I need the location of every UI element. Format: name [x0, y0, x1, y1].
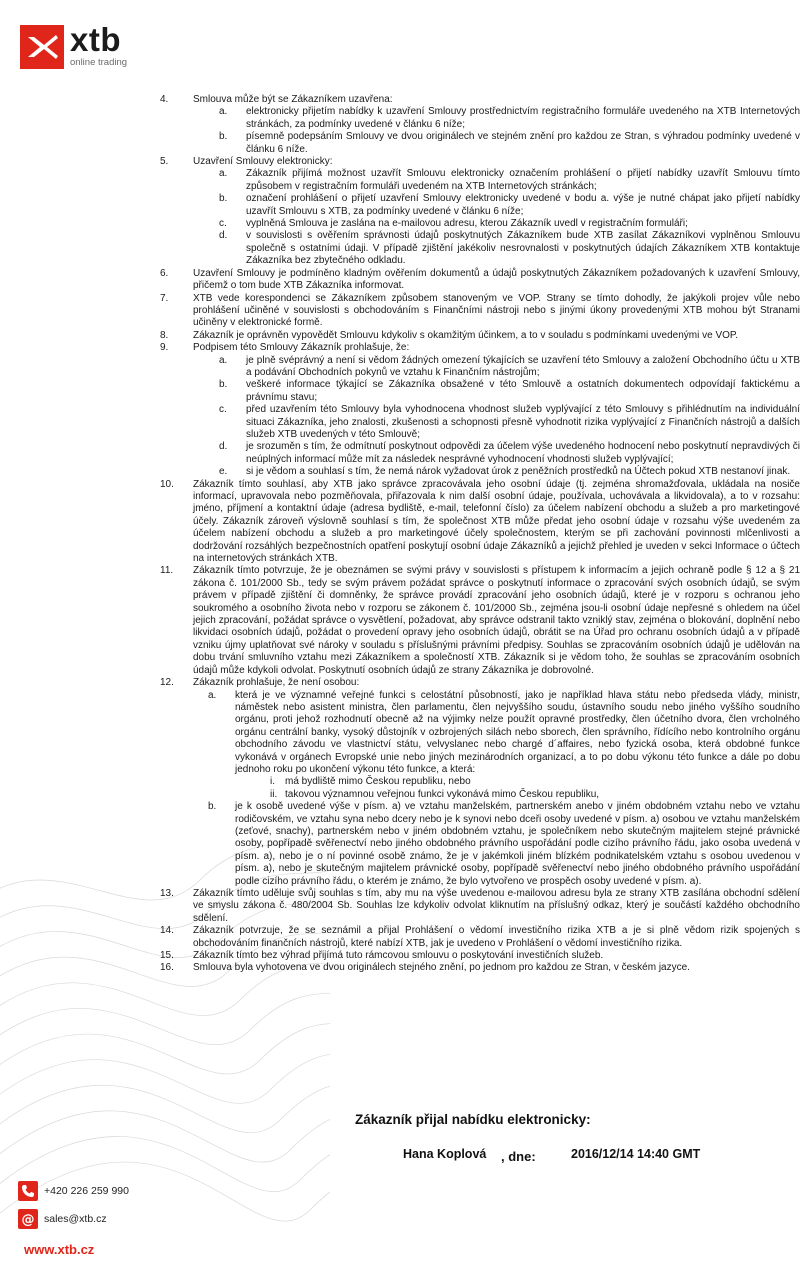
subclause-letter: a.: [219, 168, 228, 180]
subclause-text: je plně svéprávný a není si vědom žádných omezení týkajících se uzavření této Smlouvy a založení Obchodního účtu u XTB a podávání Obchodních pokynů ve vztahu k Finančním nástrojům;: [246, 354, 800, 378]
clause-text: Zákazník tímto souhlasí, aby XTB jako správce zpracovávala jeho osobní údaje (tj. zejména shromažďovala, ukládala na nosiče informací, upravovala nebo pozměňovala, přiřazovala k nim další osobní údaje, používala, uchovávala a likvidovala), a to v rozsahu: jméno, příjmení a kontaktní údaje (adresa bydliště, e-mail, telefonní číslo) za účelem nabízení obchodu a služeb a pro marketingové účely. Zákazník zároveň výslovně souhlasí s tím, že společnost XTB může předat jeho osobní údaje v rozsahu výše uvedeném za účelem nabízení obchodu a služeb a pro marketingové účely společnostem, kterým se při zachování povinnosti mlčenlivosti a dodržování rozsáhlých bezpečnostních opatření poskytují osobní údaje Zákazníků a jejichž přehled je uveden v sekci Informace o účtech na internetových stránkách XTB.: [193, 478, 800, 565]
subclause-text: označení prohlášení o přijetí uzavření Smlouvy elektronicky uvedené v bodu a. výše je nutné chápat jako přijetí nabídky uzavřít Smlouvu s XTB, za podmínky uvedené v článku 6 níže;: [246, 193, 800, 217]
brand-tagline: online trading: [70, 57, 128, 68]
clause-item: [160, 565, 800, 677]
email-link[interactable]: sales@xtb.cz: [44, 1213, 107, 1225]
roman-label: i.: [270, 776, 275, 788]
subclause-text: veškeré informace týkající se Zákazníka obsažené v této Smlouvě a ostatních dokumentech odpovídají faktickému a právnímu stavu;: [246, 379, 800, 403]
clause-text: Zákazník je oprávněn vypovědět Smlouvu kdykoliv s okamžitým účinkem, a to v souladu s podmínkami uvedenými ve VOP.: [193, 329, 739, 341]
clause-text: Zákazník prohlašuje, že není osobou:: [193, 677, 360, 689]
clause-item: [160, 156, 800, 268]
roman-label: ii.: [270, 788, 278, 800]
subclause-letter: c.: [219, 404, 227, 416]
date-label: , dne:: [501, 1149, 536, 1164]
subclause-letter: a.: [208, 689, 217, 701]
subclause-text: v souvislosti s ověřením správnosti údajů poskytnutých Zákazníkem bude XTB zasílat Zákazníkovi vyplněnou Smlouvu společně s ostatními údaji. V případě zjištění jakékoliv nesrovnalosti v poskytnutých údajích Zákazníkem XTB kontaktuje Zákazníka bez zbytečného odkladu.: [246, 230, 800, 267]
subclause-item: [160, 230, 800, 267]
website-link[interactable]: www.xtb.cz: [24, 1242, 95, 1257]
subclause-letter: d.: [219, 230, 228, 242]
clause-item: [160, 268, 800, 293]
at-sign-icon: [18, 1209, 38, 1229]
clause-number: 13.: [160, 888, 174, 899]
subclause-item: [160, 168, 800, 193]
svg-text:@: @: [21, 1212, 35, 1228]
subclause-item: [160, 218, 800, 230]
clause-item: [160, 479, 800, 566]
clause-item: [160, 677, 800, 888]
clause-text: Uzavření Smlouvy je podmíněno kladným ověřením dokumentů a údajů poskytnutých Zákazníkem požadovaných k uzavření Smlouvy, přičemž o tom bude XTB Zákazníka informovat.: [193, 267, 800, 292]
clause-text: XTB vede korespondenci se Zákazníkem způsobem stanoveným ve VOP. Strany se tímto dohodly, že jakýkoli projev vůle nebo prohlášení učiněné v souvislosti s obchodováním s Finančními nástroji nebo s jinými úkony provedenými XTB mohou být Stranami učiněny v elektronické formě.: [193, 292, 800, 329]
clause-item: [160, 950, 800, 962]
clause-text: Podpisem této Smlouvy Zákazník prohlašuje, že:: [193, 342, 410, 354]
xtb-logo: [20, 21, 140, 69]
clause-item: [160, 94, 800, 156]
subclause-text: písemně podepsáním Smlouvy ve dvou originálech ve stejném znění pro každou ze Stran, s výhradou podmínky uvedené v článku 6 níže.: [246, 131, 800, 155]
subclause-item: [160, 690, 800, 802]
clause-number: 10.: [160, 478, 174, 490]
clause-text: Smlouva byla vyhotovena ve dvou originálech stejného znění, po jednom pro každou ze Stran, v českém jazyce.: [193, 962, 690, 974]
subclause-text: elektronicky přijetím nabídky k uzavření Smlouvy prostřednictvím registračního formuláře uvedeného na XTB Internetových stránkách, za podmínky uvedené v článku 6 níže;: [246, 106, 800, 130]
subclause-item: [160, 106, 800, 131]
clause-number: 9.: [160, 342, 169, 354]
clause-number: 6.: [160, 267, 169, 279]
clause-number: 8.: [160, 329, 169, 341]
contract-clauses: [160, 94, 800, 975]
subclause-text: Zákazník přijímá možnost uzavřít Smlouvu elektronicky označením prohlášení o přijetí nabídky uzavřít Smlouvu tímto způsobem v registračním formuláři uvedeném na XTB Internetových stránkách;: [246, 168, 800, 192]
subclause-letter: a.: [219, 106, 228, 118]
subclause-item: [160, 801, 800, 888]
clause-text: Zákazník tímto bez výhrad přijímá tuto rámcovou smlouvu o poskytování investičních služeb.: [193, 950, 604, 962]
clause-item: [160, 342, 800, 478]
subclause-letter: b.: [219, 193, 228, 205]
roman-subclause: [235, 776, 800, 788]
clause-number: 15.: [160, 950, 174, 962]
phone-icon: [18, 1181, 38, 1201]
clause-text: Uzavření Smlouvy elektronicky:: [193, 156, 333, 168]
subclause-text: je srozuměn s tím, že odmítnutí poskytnout odpovědi za účelem výše uvedeného hodnocení nebo poskytnutí nepravdivých či neúplných informací může mít za následek nesprávné vyhodnocení vhodnosti služeb vyplývající;: [246, 441, 800, 465]
clause-number: 5.: [160, 156, 169, 168]
clause-item: [160, 293, 800, 330]
subclause-letter: d.: [219, 441, 228, 453]
roman-text: má bydliště mimo Českou republiku, nebo: [285, 776, 471, 788]
subclause-letter: c.: [219, 218, 227, 230]
roman-text: takovou významnou veřejnou funkci vykonává mimo Českou republiku,: [285, 788, 600, 800]
subclause-text: před uzavřením této Smlouvy byla vyhodnocena vhodnost služeb vyplývající z této Smlouvy s přihlédnutím na individuální situaci Zákazníka, jeho znalosti, zkušenosti a schopnosti přesně vyhodnotit rizika vyplývající z Finančních nástrojů a dalších služeb XTB uvedených v této Smlouvě;: [246, 404, 800, 440]
clause-number: 11.: [160, 565, 174, 577]
brand-name: xtb: [70, 21, 121, 58]
subclause-item: [160, 379, 800, 404]
subclause-item: [160, 466, 800, 478]
clause-item: [160, 330, 800, 342]
subclause-item: [160, 193, 800, 218]
clause-number: 4.: [160, 94, 169, 105]
clause-item: [160, 888, 800, 925]
subclause-text: vyplněná Smlouva je zaslána na e-mailovou adresu, kterou Zákazník uvedl v registračním formuláři;: [246, 218, 688, 230]
subclause-item: [160, 355, 800, 380]
subclause-letter: b.: [219, 379, 228, 391]
clause-number: 7.: [160, 292, 169, 304]
roman-subclause: [235, 789, 800, 801]
customer-name: Hana Koplová: [403, 1147, 487, 1161]
clause-text: Zákazník tímto uděluje svůj souhlas s tím, aby mu na výše uvedenou e-mailovou adresu byla ze strany XTB zasílána obchodní sdělení ve smyslu zákona č. 480/2004 Sb. Souhlas lze kdykoliv odvolat kliknutím na příslušný odkaz, který je součástí každého obchodního sdělení.: [193, 888, 800, 924]
xtb-logo-mark-icon: [20, 25, 64, 69]
clause-item: [160, 925, 800, 950]
subclause-letter: e.: [219, 466, 228, 478]
clause-text: Zákazník potvrzuje, že se seznámil a přijal Prohlášení o vědomí investičního rizika XTB a je si plně vědom rizik spojených s obchodováním finančních nástrojů, které nabízí XTB, jak je uvedeno v Prohlášení o vědomí investičního rizika.: [193, 925, 800, 949]
clause-text: Zákazník tímto potvrzuje, že je obeznámen se svými právy v souvislosti s přístupem k informacím a jejich ochraně podle § 12 a § 21 zákona č. 101/2000 Sb., tedy se svým právem požádat správce o poskytnutí informace o zpracování svých osobních údajů, se svým právem v případě zjištění či domněnky, že správce provádí zpracování jeho osobních údajů, které je v rozporu s ochranou jeho soukromého a osobního života nebo v rozporu se zákonem č. 101/2000 Sb., zejména jsou-li osobní údaje nepřesné s ohledem na účel jejich zpracování, požádat správce o vysvětlení, požadovat, aby správce odstranil takto vzniklý stav, zejména o blokování, doplnění nebo likvidaci osobních údajů, požádat o provedení opravy jeho osobních údajů, obrátit se na Úřad pro ochranu osobních údajů a v případě vzniku újmy uplatňovat své nároky v souladu s příslušnými právními předpisy. Souhlas se zpracováním osobních údajů je udělován na dobu trvání smluvního vztahu mezi Zákazníkem a společností XTB. Zákazník si je vědom toho, že souhlas se zpracováním osobních údajů může kdykoli odvolat. Poskytnutí osobních údajů ze strany Zákazníka je dobrovolné.: [193, 565, 800, 676]
clause-text: Smlouva může být se Zákazníkem uzavřena:: [193, 94, 393, 105]
subclause-item: [160, 131, 800, 156]
subclause-text: je k osobě uvedené výše v písm. a) ve vztahu manželském, partnerském anebo v jiném obdobném vztahu nebo ve vztahu rodičovském, ve vztahu syna nebo dcery nebo je k synovi nebo dceři osoby uvedené v písm. a) osobou ve vztahu manželském (zeťové, snachy), partnerském nebo v jiném obdobném vztahu, je společníkem nebo skutečným majitelem stejné právnické osoby, popřípadě svěřenectví nebo jiného obdobného právního uspořádání podle cizího právního řádu, jako osoba uvedená v písm. a), nebo je o ní povinné osobě známo, že je v jakémkoli jiném blízkém podnikatelském vztahu s osobou uvedenou v písm. a), nebo je skutečným majitelem právnické osoby, popřípadě svěřenectví nebo jiného obdobného právního uspořádání podle cizího právního řádu, o kterém je známo, že bylo vytvořeno ve prospěch osoby uvedené v písm. a).: [235, 801, 800, 887]
clause-number: 12.: [160, 677, 174, 689]
phone-number[interactable]: +420 226 259 990: [44, 1185, 129, 1197]
subclause-text: si je vědom a souhlasí s tím, že nemá nárok vyžadovat úrok z peněžních prostředků na Účtech pokud XTB nestanoví jinak.: [246, 466, 791, 478]
signature-heading: Zákazník přijal nabídku elektronicky:: [355, 1112, 591, 1127]
subclause-item: [160, 441, 800, 466]
subclause-letter: b.: [208, 801, 217, 813]
clause-number: 14.: [160, 925, 174, 937]
clause-number: 16.: [160, 962, 174, 974]
subclause-item: [160, 404, 800, 441]
acceptance-datetime: 2016/12/14 14:40 GMT: [571, 1147, 701, 1161]
subclause-letter: a.: [219, 354, 228, 366]
subclause-text: která je ve významné veřejné funkci s celostátní působností, jako je například hlava státu nebo předseda vlády, ministr, náměstek nebo asistent ministra, člen parlamentu, člen nejvyššího soudu, ústavního soudu nebo jiného vyššího soudního orgánu, proti jehož rozhodnutí obecně až na výjimky nelze použít opravné prostředky, člen účetního dvora, člen vrcholného orgánu centrální banky, vysoký důstojník v ozbrojených silách nebo sborech, člen správního, řídícího nebo kontrolního orgánu obchodního závodu ve vlastnictví státu, velvyslanec nebo chargé d´affaires, nebo fyzická osoba, která obdobné funkce vykonává v orgánech Evropské unie nebo jiných mezinárodních organizací, a to po dobu výkonu této funkce a dále po dobu jednoho roku po ukončení výkonu této funkce, a která:: [235, 689, 800, 775]
subclause-letter: b.: [219, 131, 228, 143]
clause-item: [160, 962, 800, 974]
